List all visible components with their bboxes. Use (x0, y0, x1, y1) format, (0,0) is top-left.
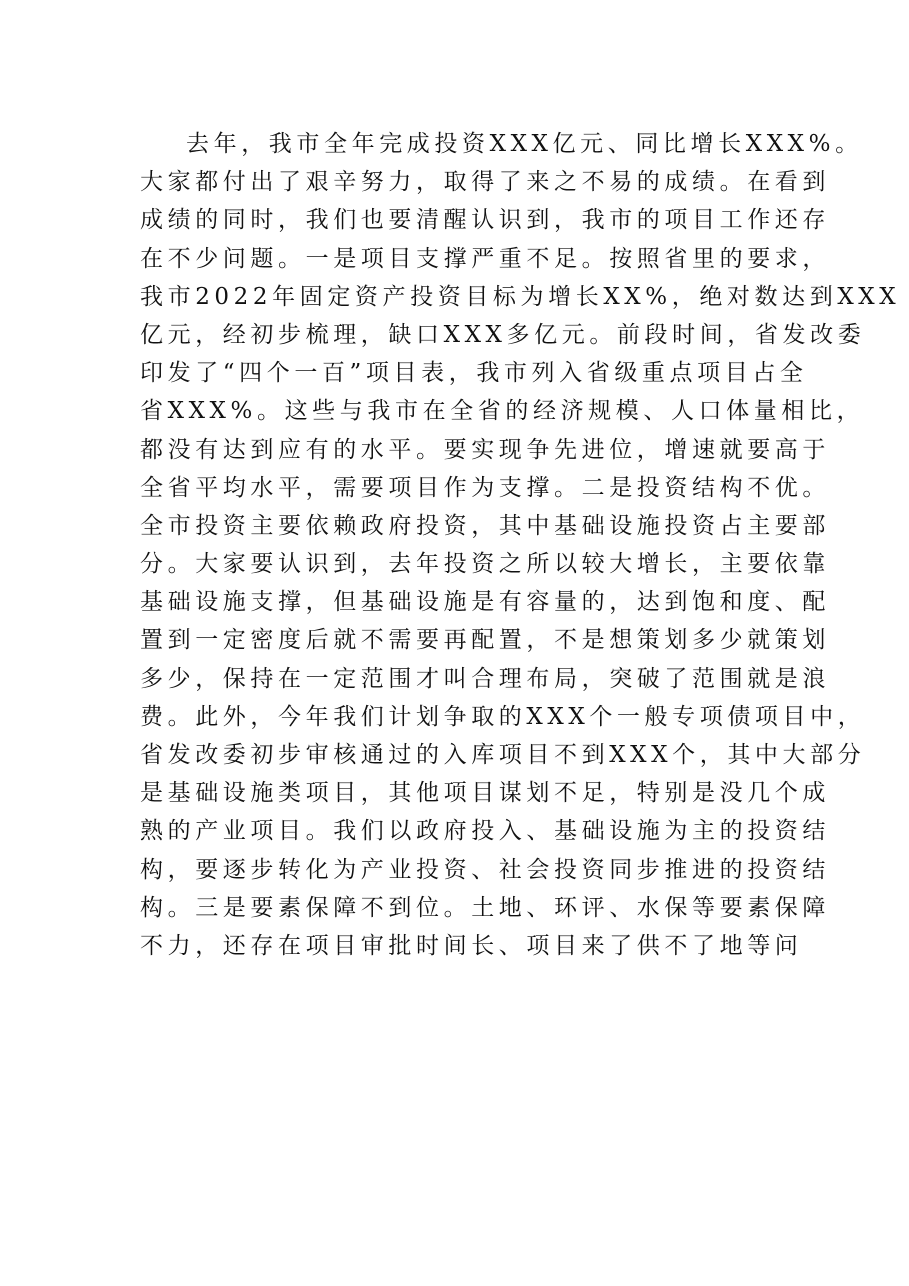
paragraph-line: 基础设施支撑，但基础设施是有容量的，达到饱和度、配 (140, 589, 830, 616)
paragraph-line: 全省平均水平，需要项目作为支撑。二是投资结构不优。 (140, 474, 830, 501)
paragraph-line: 亿元，经初步梳理，缺口XXX多亿元。前段时间，省发改委 (140, 321, 866, 348)
body-paragraph (140, 125, 901, 965)
paragraph-line: 费。此外，今年我们计划争取的XXX个一般专项债项目中， (140, 703, 866, 730)
paragraph-line: 都没有达到应有的水平。要实现争先进位，增速就要高于 (140, 436, 830, 463)
paragraph-line: 构，要逐步转化为产业投资、社会投资同步推进的投资结 (140, 856, 830, 883)
paragraph-line: 成绩的同时，我们也要清醒认识到，我市的项目工作还存 (140, 207, 830, 234)
paragraph-line: 构。三是要素保障不到位。土地、环评、水保等要素保障 (140, 894, 830, 921)
paragraph-line: 我市2022年固定资产投资目标为增长XX%，绝对数达到XXX (140, 283, 901, 310)
paragraph-line: 置到一定密度后就不需要再配置，不是想策划多少就策划 (140, 627, 830, 654)
paragraph-line: 是基础设施类项目，其他项目谋划不足，特别是没几个成 (140, 780, 830, 807)
paragraph-line: 印发了“四个一百”项目表，我市列入省级重点项目占全 (140, 360, 808, 387)
paragraph-line: 全市投资主要依赖政府投资，其中基础设施投资占主要部 (140, 512, 830, 539)
paragraph-line: 多少，保持在一定范围才叫合理布局，突破了范围就是浪 (140, 665, 830, 692)
paragraph-line: 省发改委初步审核通过的入库项目不到XXX个，其中大部分 (140, 742, 866, 768)
paragraph-line: 不力，还存在项目审批时间长、项目来了供不了地等问 (140, 932, 803, 959)
paragraph-line: 省XXX%。这些与我市在全省的经济规模、人口体量相比， (140, 398, 865, 425)
paragraph-line: 熟的产业项目。我们以政府投入、基础设施为主的投资结 (140, 818, 830, 845)
paragraph-line: 去年，我市全年完成投资XXX亿元、同比增长XXX%。 (186, 131, 863, 157)
paragraph-line: 在不少问题。一是项目支撑严重不足。按照省里的要求， (140, 245, 830, 272)
paragraph-line: 大家都付出了艰辛努力，取得了来之不易的成绩。在看到 (140, 169, 830, 196)
paragraph-line: 分。大家要认识到，去年投资之所以较大增长，主要依靠 (140, 551, 830, 578)
